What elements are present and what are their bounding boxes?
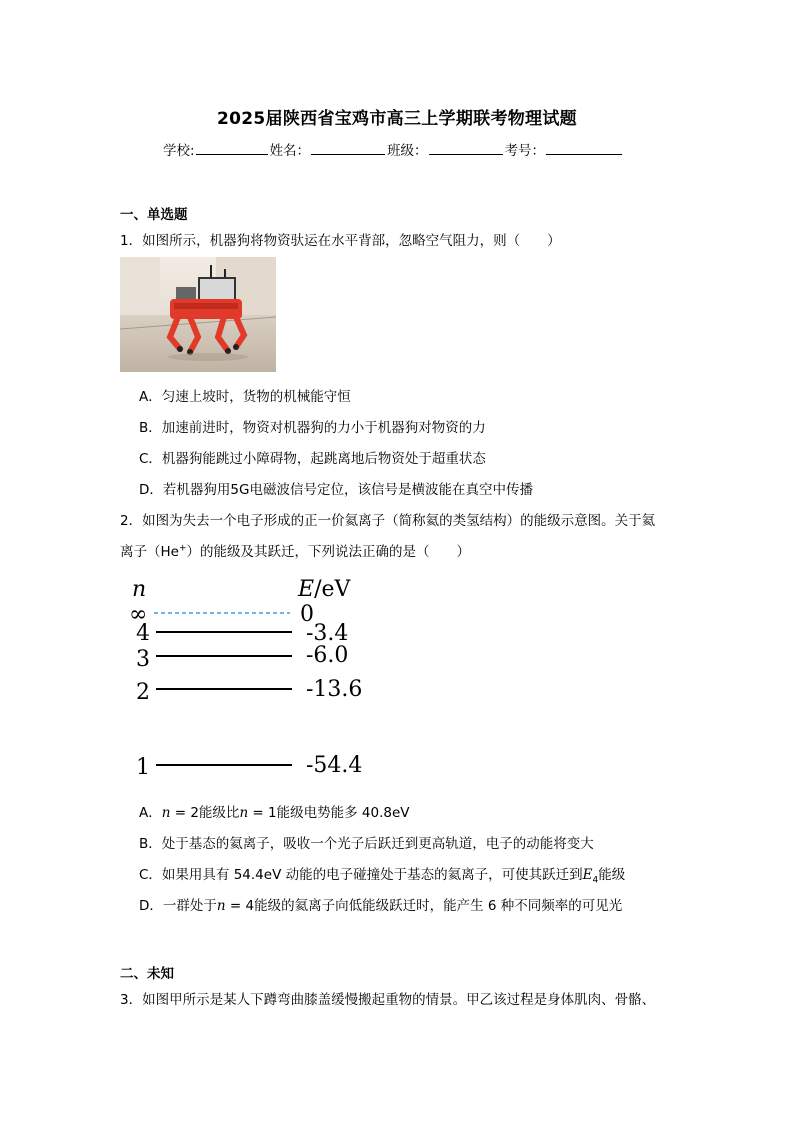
- level-energy-infinity: 0: [300, 602, 314, 627]
- var-e: E: [582, 867, 593, 883]
- section-heading-single-choice: 一、单选题: [120, 207, 188, 223]
- name-label: 姓名：: [269, 143, 311, 159]
- class-label: 班级：: [387, 143, 428, 159]
- subscript-4: 4: [592, 875, 599, 886]
- level-energy-3: -6.0: [306, 643, 349, 668]
- stem-text: 离子（He: [120, 544, 179, 560]
- page-title: 2025届陕西省宝鸡市高三上学期联考物理试题: [217, 109, 577, 129]
- var-n: n: [216, 898, 226, 914]
- level-energy-1: -54.4: [306, 753, 363, 778]
- question-1-option-b[interactable]: B．加速前进时，物资对机器狗的力小于机器狗对物资的力: [139, 420, 486, 436]
- option-text: A．: [139, 805, 162, 821]
- question-2-option-d[interactable]: [139, 894, 622, 914]
- question-2-option-a[interactable]: [139, 801, 410, 821]
- question-2-stem-line-1: 2．如图为失去一个电子形成的正一价氦离子（简称氦的类氢结构）的能级示意图。关于氦: [120, 513, 656, 529]
- level-n-4: 4: [136, 621, 150, 646]
- robot-dog-photo: [120, 257, 276, 372]
- question-1-option-c[interactable]: C．机器狗能跳过小障碍物，起跳离地后物资处于超重状态: [139, 451, 486, 467]
- option-text: = 2能级比: [170, 805, 240, 821]
- school-blank[interactable]: [196, 140, 268, 155]
- level-energy-4: -3.4: [306, 621, 349, 646]
- ion-charge: +: [178, 543, 187, 554]
- question-3-stem: 3．如图甲所示是某人下蹲弯曲膝盖缓慢搬起重物的情景。甲乙该过程是身体肌肉、骨骼、: [120, 992, 656, 1008]
- question-1-stem: 1．如图所示，机器狗将物资驮运在水平背部，忽略空气阻力，则（ ）: [120, 233, 561, 249]
- exam-number-blank[interactable]: [546, 140, 622, 155]
- energy-level-diagram: [118, 572, 378, 782]
- level-n-1: 1: [136, 755, 150, 780]
- exam-number-label: 考号：: [504, 143, 546, 159]
- option-text: = 1能级电势能多 40.8eV: [248, 805, 410, 821]
- level-n-2: 2: [136, 680, 150, 705]
- question-1-option-d[interactable]: D．若机器狗用5G电磁波信号定位，该信号是横波能在真空中传播: [139, 482, 533, 498]
- question-2-option-b[interactable]: B．处于基态的氦离子，吸收一个光子后跃迁到更高轨道，电子的动能将变大: [139, 836, 594, 852]
- section-heading-unknown: 二、未知: [120, 966, 174, 982]
- class-blank[interactable]: [429, 140, 503, 155]
- question-2-stem-line-2: [120, 540, 470, 560]
- level-energy-2: -13.6: [306, 677, 363, 702]
- var-n: n: [161, 805, 171, 821]
- option-text: C．如果用具有 54.4eV 动能的电子碰撞处于基态的氦离子，可使其跃迁到: [139, 867, 583, 883]
- level-n-infinity: ∞: [129, 602, 148, 627]
- stem-text: ）的能级及其跃迁，下列说法正确的是（ ）: [186, 544, 471, 560]
- school-label: 学校:: [163, 143, 195, 159]
- level-n-3: 3: [136, 647, 150, 672]
- option-text: 能级: [598, 867, 626, 883]
- var-n: n: [239, 805, 249, 821]
- option-text: D．一群处于: [139, 898, 217, 914]
- energy-axis-label: E/eV: [298, 577, 351, 602]
- n-axis-label: n: [132, 577, 147, 602]
- question-1-option-a[interactable]: A．匀速上坡时，货物的机械能守恒: [139, 389, 351, 405]
- option-text: = 4能级的氦离子向低能级跃迁时，能产生 6 种不同频率的可见光: [225, 898, 623, 914]
- name-blank[interactable]: [311, 140, 385, 155]
- student-info-fields: [163, 139, 624, 159]
- question-2-option-c[interactable]: [139, 863, 625, 886]
